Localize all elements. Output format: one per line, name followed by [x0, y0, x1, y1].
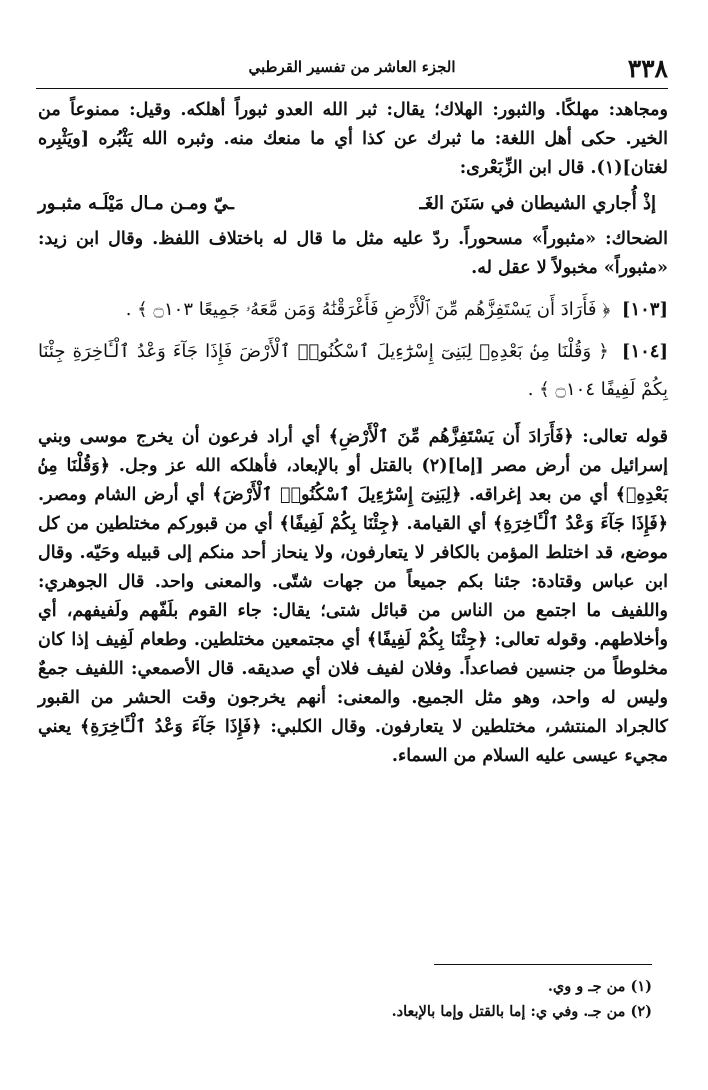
- verse-number: [١٠٣]: [621, 299, 668, 320]
- running-title: الجزء العاشر من تفسير القرطبي: [248, 58, 456, 76]
- footnote-rule: [434, 964, 652, 965]
- header-rule: [36, 88, 668, 89]
- footnotes: [38, 974, 668, 1024]
- running-header: [36, 52, 668, 88]
- verse-text: ﴿ وَقُلْنَا مِنۢ بَعْدِهِۦ لِبَنِىٓ إِسْرَٰٓءِيلَ ٱسْكُنُوا۟ ٱلْأَرْضَ فَإِذَا جَآءَ وَعْدُ ٱلْـَٔاخِرَةِ جِئْنَا بِكُمْ لَفِيفًا ۝١٠٤ ﴾ .: [38, 341, 668, 400]
- poem-first-hemistich: إذْ أُجاري الشيطان في سَنَنَ الغَـ: [419, 193, 656, 214]
- page-body: [38, 96, 668, 771]
- page-number: ٣٣٨: [627, 54, 668, 83]
- verse-text: ﴿ فَأَرَادَ أَن يَسْتَفِزَّهُم مِّنَ ٱلْأَرْضِ فَأَغْرَقْنَٰهُ وَمَن مَّعَهُۥ جَمِيعًا ۝١٠٣ ﴾ .: [125, 299, 611, 320]
- quran-verse: [38, 333, 668, 409]
- commentary-paragraph: قوله تعالى: ﴿فَأَرَادَ أَن يَسْتَفِزَّهُم مِّنَ ٱلْأَرْضِ﴾ أي أراد فرعون أن يخرج موسى وبني إسرائيل من أرض مصر [إما](٢) بالقتل أو بالإبعاد، فأهلكه الله عز وجل. ﴿وَقُلْنَا مِنۢ بَعْدِهِۦ﴾ أي من بعد إغراقه. ﴿لِبَنِىٓ إِسْرَٰٓءِيلَ ٱسْكُنُوا۟ ٱلْأَرْضَ﴾ أي أرض الشام ومصر. ﴿فَإِذَا جَآءَ وَعْدُ ٱلْـَٔاخِرَةِ﴾ أي القيامة. ﴿جِئْنَا بِكُمْ لَفِيفًا﴾ أي من قبوركم مختلطين من كل موضع، قد اختلط المؤمن بالكافر لا يتعارفون، ولا ينحاز أحد منكم إلى قبيله وحَيّه. وقال ابن عباس وقتادة: جئنا بكم جميعاً من جهات شتّى. والمعنى واحد. قال الجوهري: واللفيف ما اجتمع من الناس من قبائل شتى؛ يقال: جاء القوم بلَفّهم ولَفيفهم، أي وأخلاطهم. وقوله تعالى: ﴿جِئْنَا بِكُمْ لَفِيفًا﴾ أي مجتمعين مختلطين. وطعام لَفِيف إذا كان مخلوطاً من جنسين فصاعداً. وفلان لفيف فلان أي صديقه. قال الأصمعي: اللفيف جمعٌ وليس له واحد، وهو مثل الجميع. والمعنى: أنهم يخرجون وقت الحشر من القبور كالجراد المنتشر، مختلطين لا يتعارفون. وقال الكلبي: ﴿فَإِذَا جَآءَ وَعْدُ ٱلْـَٔاخِرَةِ﴾ يعني مجيء عيسى عليه السلام من السماء.: [38, 427, 668, 766]
- footnote: (٢) من جـ. وفي ي: إما بالقتل وإما بالإبعاد.: [391, 1003, 652, 1020]
- commentary-paragraph: الضحاك: «مثبوراً» مسحوراً. ردّ عليه مثل ما قال له باختلاف اللفظ. وقال ابن زيد: «مثبوراً» مخبولاً لا عقل له.: [38, 229, 668, 278]
- footnote: (١) من جـ و وي.: [547, 978, 652, 995]
- quran-verse: [38, 291, 668, 329]
- commentary-paragraph: ومجاهد: مهلكًا. والثبور: الهلاك؛ يقال: ثبر الله العدو ثبوراً أهلكه. وقيل: ممنوعاً من الخير. حكى أهل اللغة: ما ثبرك عن كذا أي ما منعك منه. وثبره الله يَثْبُره [ويَثْبِره لغتان](١). قال ابن الزِّبَعْرى:: [38, 100, 668, 178]
- poetry-verse: [38, 183, 668, 225]
- verse-number: [١٠٤]: [621, 341, 668, 362]
- poem-second-hemistich: ـيّ ومـن مـال مَيْلَـه مثبـور: [38, 193, 234, 214]
- spacer: [38, 409, 668, 423]
